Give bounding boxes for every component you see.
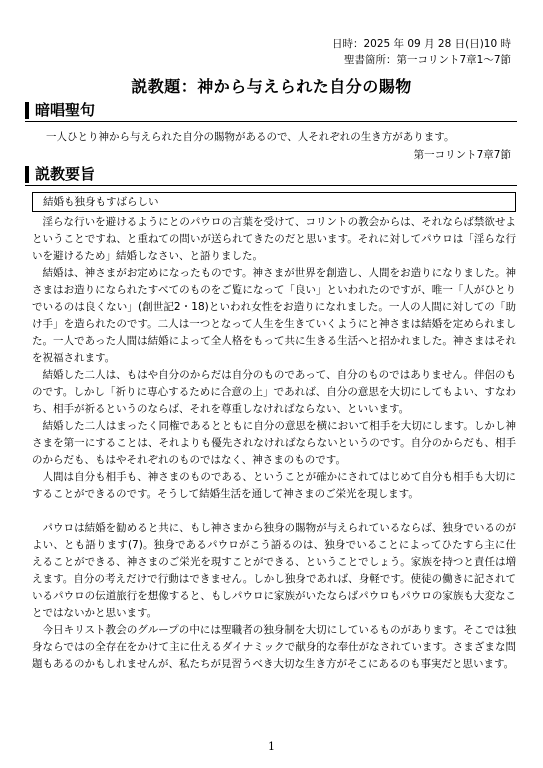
sermon-title: 説教題：神から与えられた自分の賜物 xyxy=(131,77,412,96)
sermon-meta xyxy=(332,36,511,68)
memory-verse-text: 一人ひとり神から与えられた自分の賜物があるので、人それぞれの生き方があります。 xyxy=(46,131,455,143)
summary-heading-label: 説教要旨 xyxy=(35,165,96,183)
recitation-heading xyxy=(25,100,517,122)
paragraph: 結婚した二人はまったく同権であるとともに自分の意思を横において相手を大切にします。しかし神さまを第一にすることは、それよりも優先されなければならないというのです。自分のからだも、相手のからだも、もはやそれぞれのものではなく、神さまのものです。 xyxy=(32,420,516,466)
paragraph: 今日キリスト教会のグループの中には聖職者の独身制を大切にしているものがあります。そこでは独身ならではの全存在をかけて主に仕えるダイナミックで献身的な奉仕がなされています。さまざまな問題もあるのかもしれませんが、私たちが見習うべき大切な生き方がそこにあるのも事実だと思います。 xyxy=(32,624,516,670)
recitation-heading-label: 暗唱聖句 xyxy=(35,101,96,119)
summary-heading xyxy=(25,164,517,186)
sermon-date: 日時：2025 年 09 月 28 日(日)10 時 xyxy=(331,38,511,50)
paragraph: パウロは結婚を勧めると共に、もし神さまから独身の賜物が与えられているならば、独身でいるのがよい、とも語ります(7)。独身であるパウロがこう語るのは、独身でいることによってひたすら主に仕えることができる、神さまのご栄光を現すことができる、ということでしょう。家族を持つと責任は増えます。自分の考えだけで行動はできません。しかし独身であれば、身軽です。使徒の働きに記されているパウロの伝道旅行を想像すると、もしパウロに家族がいたならばパウロもパウロの家族も大変なことではないかと思います。 xyxy=(32,522,516,619)
paragraph: 結婚した二人は、もはや自分のからだは自分のものであって、自分のものではありません。伴侶のものです。しかし「祈りに専心するために合意の上」であれば、自分の意思を大切にしてもよい、すなわち、相手が祈るというのならば、それを尊重しなければならない、といいます。 xyxy=(32,369,516,415)
paragraph: 結婚は、神さまがお定めになったものです。神さまが世界を創造し、人間をお造りになりました。神さまはお造りになられたすべてのものをご覧になって「良い」といわれたのですが、唯一「人がひとりでいるのは良くない」(創世記2・18)といわれ女性をお造りになれました。一人の人間に対しての「助け手」を造られたのです。二人は一つとなって人生を生きていくようにと神さまは結婚を定められました。一人であった人間は結婚によって全人格をもって共に生きる生活へと招かれました。神さまはそれを祝福されます。 xyxy=(32,267,516,364)
scripture-passage: 聖書箇所：第一コリント7章1～7節 xyxy=(343,54,511,66)
sermon-body xyxy=(32,214,516,673)
memory-verse-reference: 第一コリント7章7節 xyxy=(413,149,511,161)
summary-subheading: 結婚も独身もすばらしい xyxy=(32,192,516,212)
paragraph: 淫らな行いを避けるようにとのパウロの言葉を受けて、コリントの教会からは、それならば禁欲せよということですね、と重ねての問いが送られてきたのだと思います。それに対してパウロは「淫らな行いを避けるため」結婚しなさい、と語りました。 xyxy=(32,216,516,262)
paragraph: 人間は自分も相手も、神さまのものである、ということが確かにされてはじめて自分も相手も大切にすることができるのです。そうして結婚生活を通して神さまのご栄光を現します。 xyxy=(32,471,516,500)
page-number: 1 xyxy=(268,740,275,753)
